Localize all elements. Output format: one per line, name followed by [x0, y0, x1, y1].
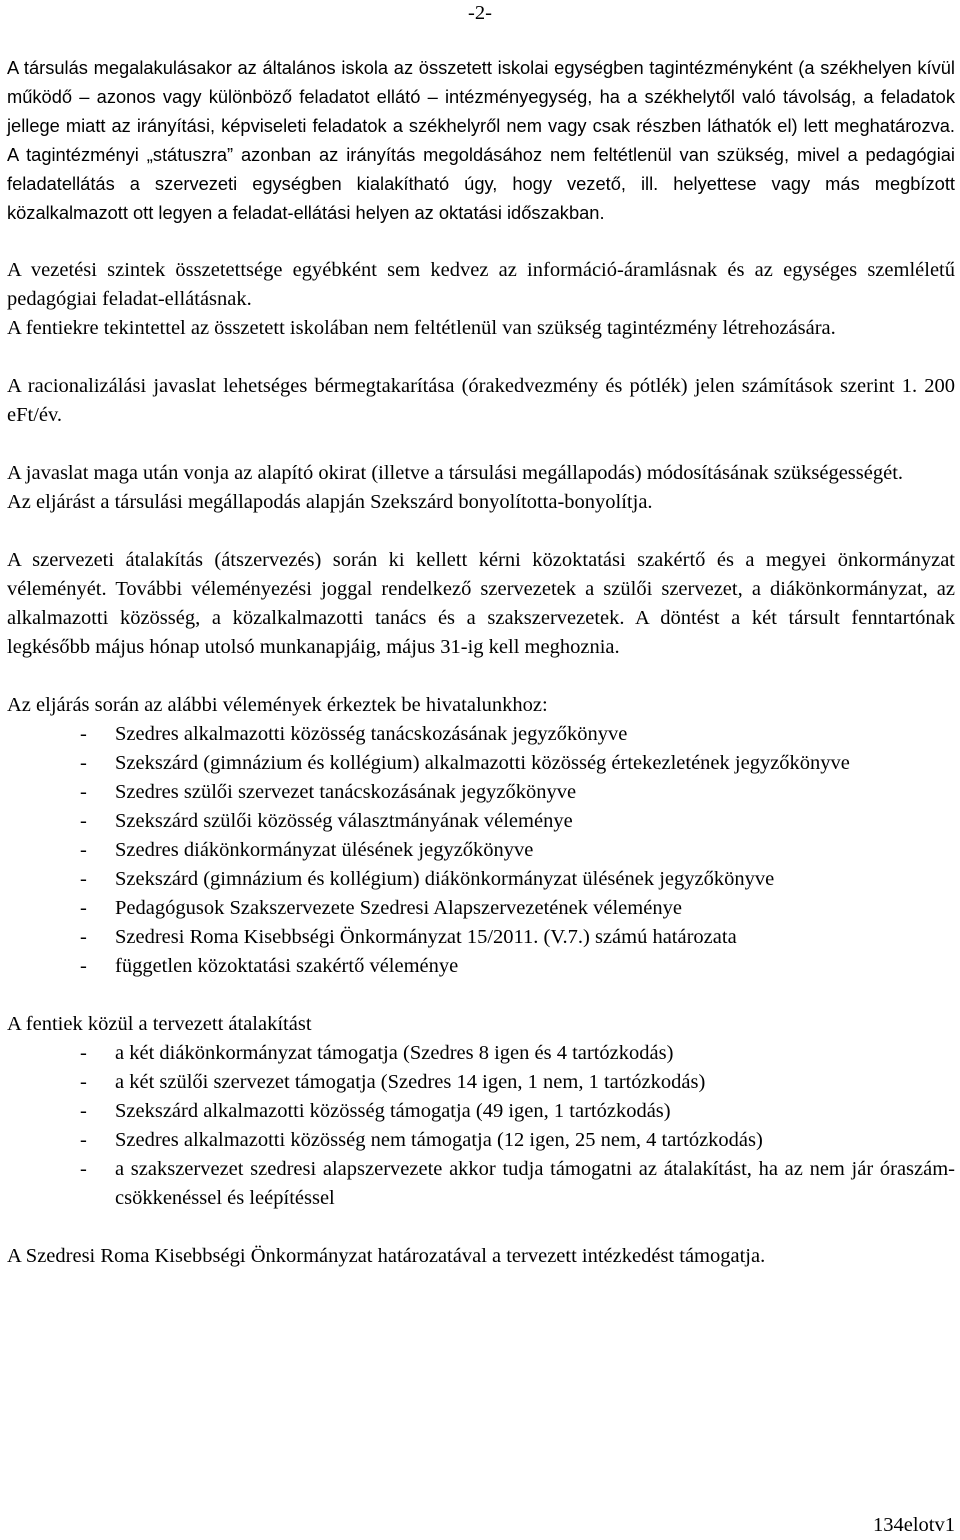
list-item: - a két szülői szervezet támogatja (Szedres 14 igen, 1 nem, 1 tartózkodás) [7, 1068, 955, 1097]
page-number: -2- [468, 2, 492, 24]
paragraph-szervezeti-atalakitas: A szervezeti átalakítás (átszervezés) során ki kellett kérni közoktatási szakértő és a megyei önkormányzat véleményét. További véleményezési joggal rendelkező szervezetek a szülői szervezet, a diákönkormányzat, az alkalmazotti közösség, a közalkalmazotti tanács és a szakszervezetek. A döntést a két társult fenntartónak legkésőbb május hónap utolsó munkanapjáig, május 31-ig kell meghoznia. [7, 549, 955, 658]
list-item: - Szekszárd (gimnázium és kollégium) alkalmazotti közösség értekezletének jegyzőkönyve [7, 749, 955, 778]
paragraph-velemenyek-intro: Az eljárás során az alábbi vélemények érkeztek be hivatalunkhoz: [7, 694, 548, 716]
list-item: - Szekszárd alkalmazotti közösség támogatja (49 igen, 1 tartózkodás) [7, 1097, 955, 1126]
list-item: - Szedresi Roma Kisebbségi Önkormányzat 15/2011. (V.7.) számú határozata [7, 923, 955, 952]
list-item: - a két diákönkormányzat támogatja (Szedres 8 igen és 4 tartózkodás) [7, 1039, 955, 1068]
support-list [7, 1039, 955, 1213]
list-item: - Szedres diákönkormányzat ülésének jegyzőkönyve [7, 836, 955, 865]
document-body [7, 53, 955, 1271]
paragraph-bermegtakaritas: A racionalizálási javaslat lehetséges bérmegtakarítása (órakedvezmény és pótlék) jelen számítások szerint 1. 200 eFt/év. [7, 375, 955, 426]
list-item: - Pedagógusok Szakszervezete Szedresi Alapszervezetének véleménye [7, 894, 955, 923]
paragraph-tervezett-atalakitas: A fentiek közül a tervezett átalakítást [7, 1013, 312, 1035]
paragraph-tagintezmeny: A társulás megalakulásakor az általános iskola az összetett iskolai egységben tagintézményként (a székhelyen kívül működő – azonos vagy különböző feladatot ellátó – intézményegység, ha a székhelytől való távolság, a feladatok jellege miatt az irányítási, képviseleti feladatok a székhelyről nem vagy csak részben láthatók el) lett meghatározva. A tagintézményi „státuszra” azonban az irányítás megoldásához nem feltétlenül van szükség, mivel a pedagógiai feladatellátás a szervezeti egységben kialakítható úgy, hogy vezető, ill. helyettese vagy más megbízott közalkalmazott ott legyen a feladat-ellátási helyen az oktatási időszakban. [7, 57, 955, 223]
list-item: - Szedres szülői szervezet tanácskozásának jegyzőkönyve [7, 778, 955, 807]
list-item: - független közoktatási szakértő véleménye [7, 952, 955, 981]
paragraph-fentiekre-tekintettel: A fentiekre tekintettel az összetett iskolában nem feltétlenül van szükség tagintézmény létrehozására. [7, 317, 836, 339]
paragraph-vezetesi-szintek: A vezetési szintek összetettsége egyébként sem kedvez az információ-áramlásnak és az egységes szemléletű pedagógiai feladat-ellátásnak. [7, 259, 955, 310]
list-item: - Szekszárd (gimnázium és kollégium) diákönkormányzat ülésének jegyzőkönyve [7, 865, 955, 894]
opinions-list [7, 720, 955, 981]
list-item: - a szakszervezet szedresi alapszervezete akkor tudja támogatni az átalakítást, ha az nem jár óraszám-csökkenéssel és leépítéssel [7, 1155, 955, 1213]
list-item: - Szedres alkalmazotti közösség tanácskozásának jegyzőkönyve [7, 720, 955, 749]
list-item: - Szekszárd szülői közösség választmányának véleménye [7, 807, 955, 836]
paragraph-roma-onkormanyzat: A Szedresi Roma Kisebbségi Önkormányzat határozatával a tervezett intézkedést támogatja. [7, 1245, 766, 1267]
footer-document-code: 134elotv1 [873, 1514, 955, 1536]
paragraph-eljaras: Az eljárást a társulási megállapodás alapján Szekszárd bonyolította-bonyolítja. [7, 491, 653, 513]
list-item: - Szedres alkalmazotti közösség nem támogatja (12 igen, 25 nem, 4 tartózkodás) [7, 1126, 955, 1155]
paragraph-alapito-okirat: A javaslat maga után vonja az alapító okirat (illetve a társulási megállapodás) módosításának szükségességét. [7, 462, 904, 484]
